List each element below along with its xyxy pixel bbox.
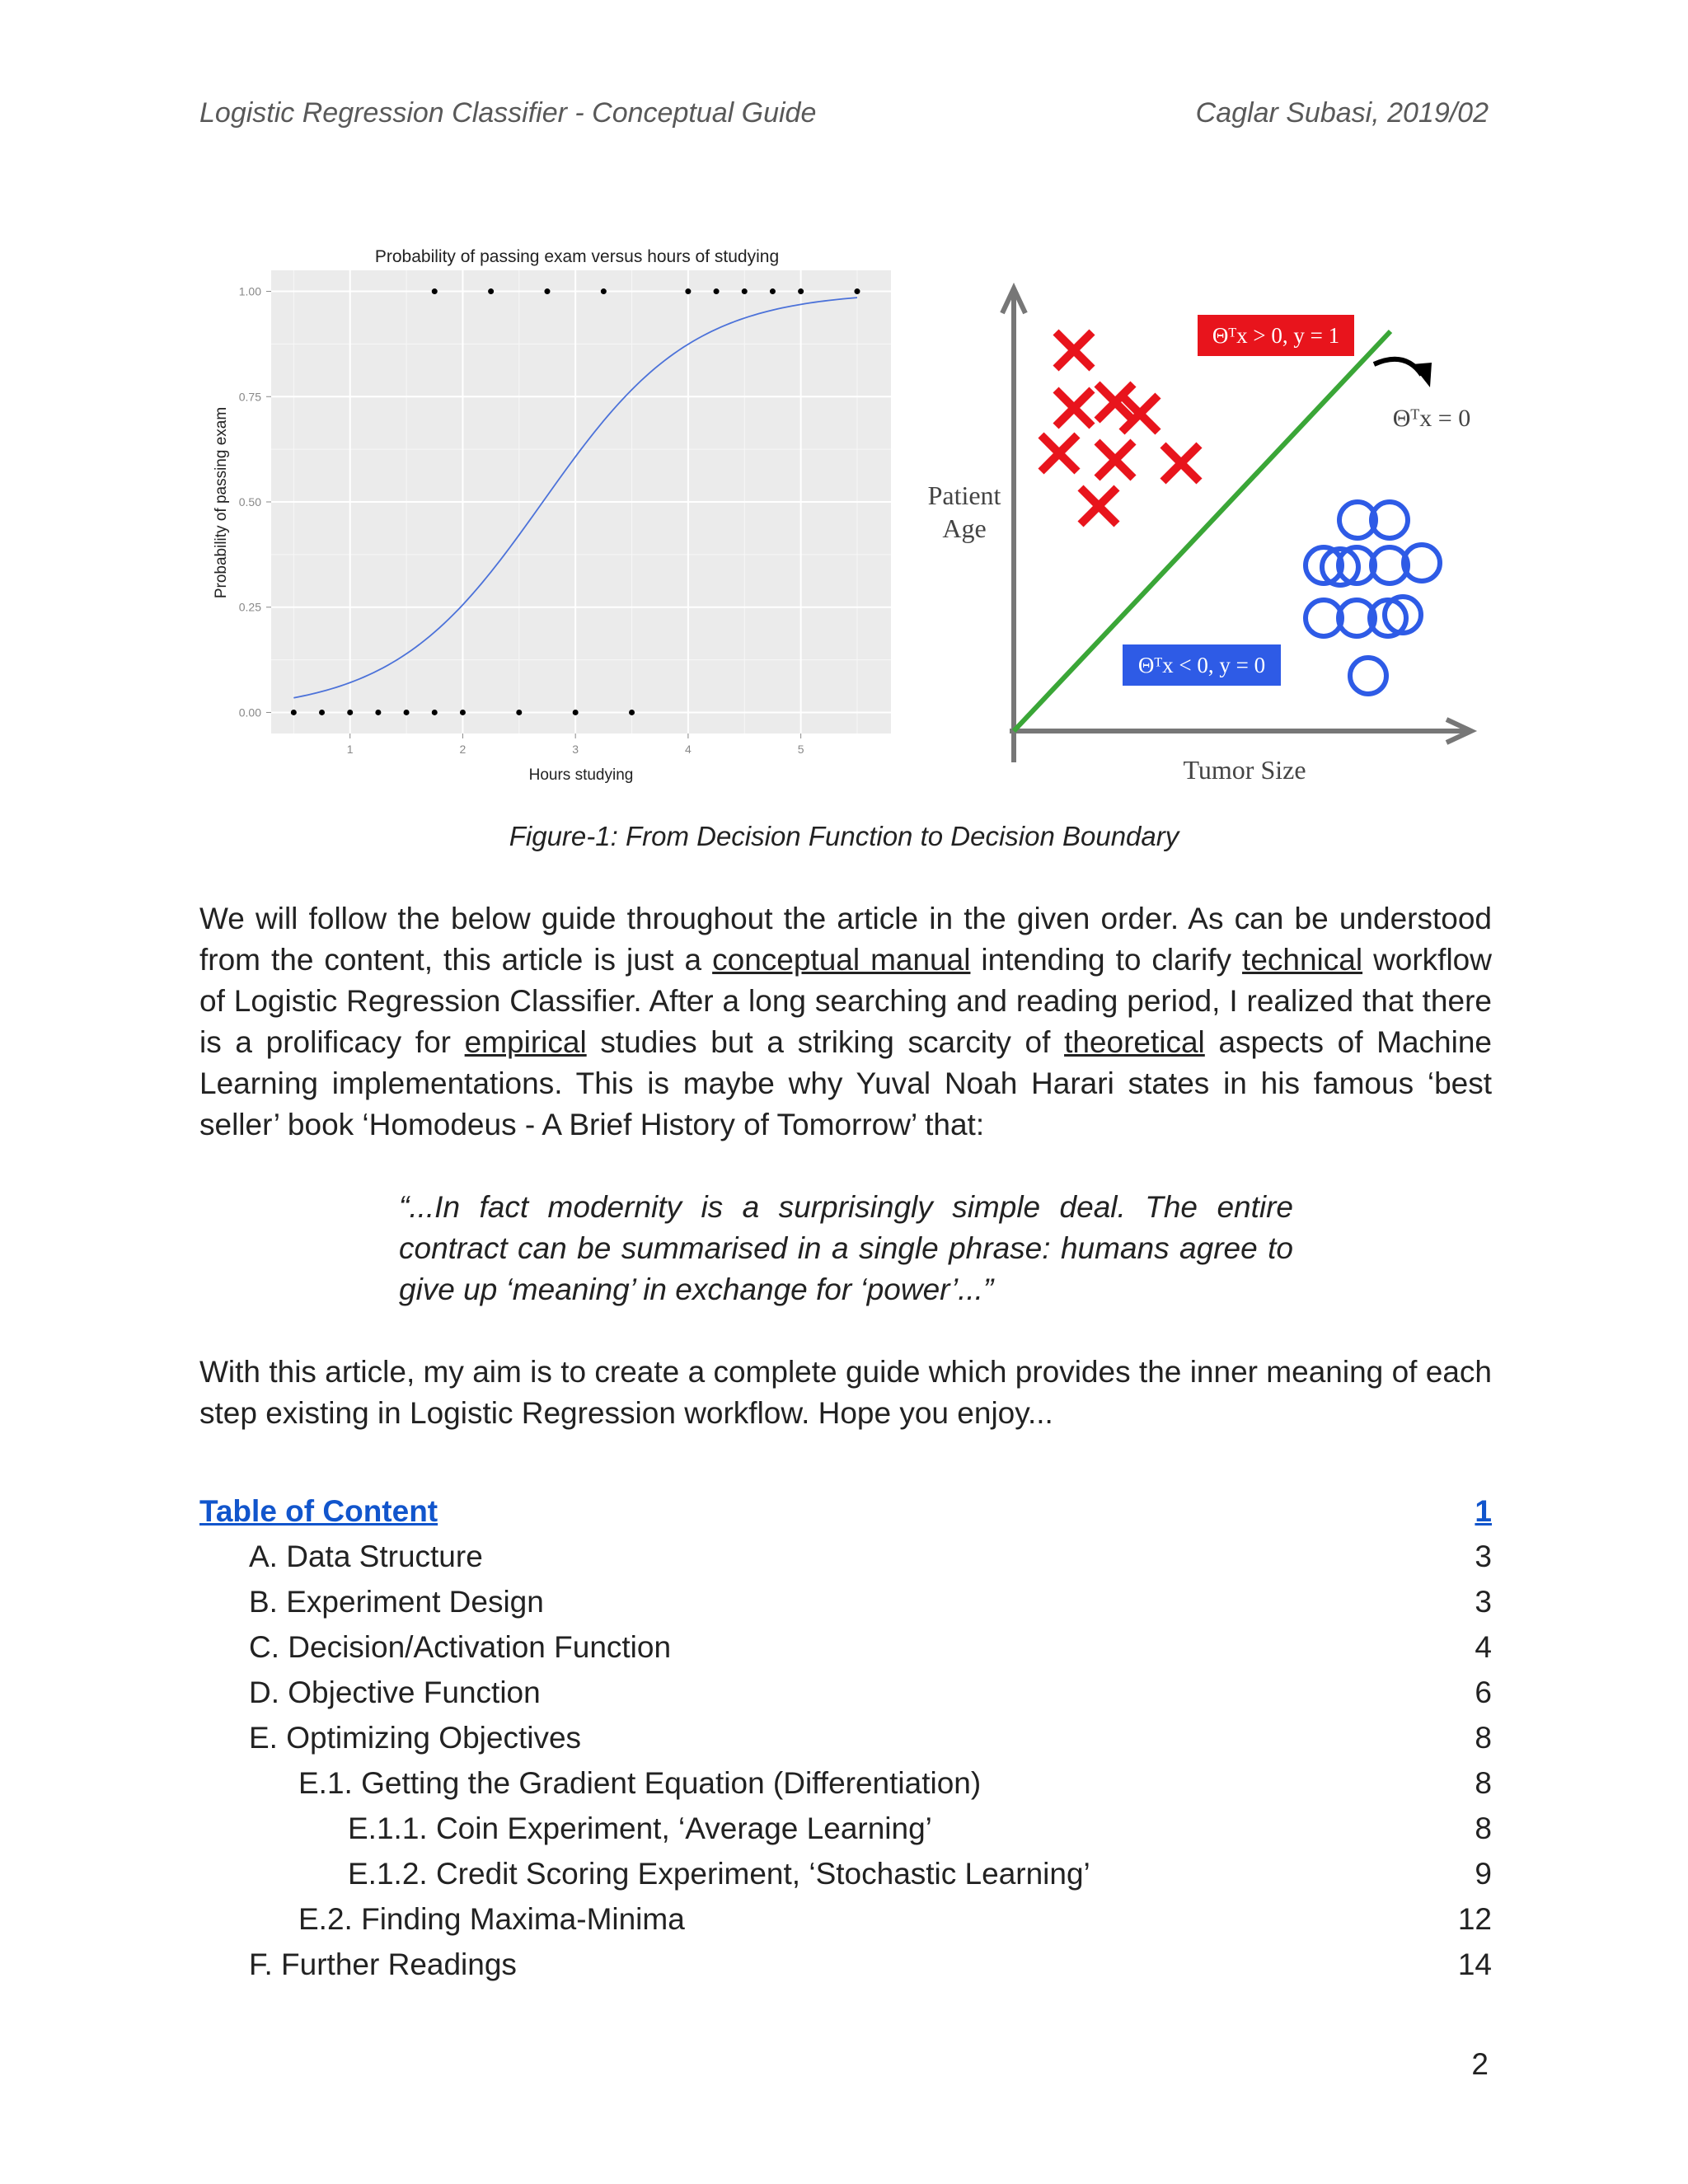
toc-entry-label: D. Objective Function [249,1675,541,1709]
toc-title-page-link[interactable]: 1 [1475,1494,1492,1528]
toc-entry-page: 14 [1457,1947,1492,1981]
toc-entry-page: 3 [1475,1585,1492,1619]
data-point [488,288,494,294]
y-axis-label: Probability of passing exam [213,406,230,599]
x-tick-label: 1 [346,743,354,756]
toc-entry[interactable] [199,1579,1492,1624]
data-point [432,710,438,715]
data-point [544,288,550,294]
toc-entry[interactable] [199,1806,1492,1851]
positive-label: Θᵀx > 0, y = 1 [1212,323,1340,348]
y-tick-label: 0.00 [238,705,261,719]
toc-entry-page: 9 [1475,1857,1492,1891]
data-point [685,288,691,294]
data-point [798,288,804,294]
toc-entry[interactable] [199,1760,1492,1806]
toc-entry-page: 6 [1475,1675,1492,1709]
data-point [404,710,410,715]
intro-paragraph [199,898,1492,1146]
negative-class-circles [1306,502,1440,694]
cross-marker [1056,390,1092,426]
toc-entry-label: C. Decision/Activation Function [249,1630,672,1664]
x-tick-label: 4 [684,743,692,756]
x-tick-label: 2 [459,743,467,756]
data-point [460,710,466,715]
toc-entry-label: A. Data Structure [249,1540,483,1573]
x-axis-label: Tumor Size [1183,755,1306,785]
x-tick-label: 3 [572,743,579,756]
underlined-phrase: conceptual manual [712,943,971,977]
toc-entry-page: 3 [1475,1540,1492,1573]
circle-marker [1350,658,1386,694]
y-tick-label: 0.75 [238,390,261,404]
data-point [319,710,325,715]
data-point [742,288,748,294]
header-title: Logistic Regression Classifier - Conceptual Guide [199,97,817,129]
toc-entry-page: 4 [1475,1630,1492,1664]
block-quote: “...In fact modernity is a surprisingly simple deal. The entire contract can be summarised in a single phrase: humans agree to give up ‘meaning’ in exchange for ‘power’...” [399,1190,1293,1306]
cross-marker [1081,488,1117,524]
rotation-arrowhead-icon [1412,363,1432,387]
x-axis-label: Hours studying [528,766,634,784]
toc-entry[interactable] [199,1715,1492,1760]
cross-marker [1056,332,1092,368]
toc-entry-page: 12 [1457,1902,1492,1936]
figure-caption: Figure-1: From Decision Function to Decision Boundary [509,821,1179,851]
logistic-curve-chart [208,239,917,808]
toc-entry-label: E.1. Getting the Gradient Equation (Differentiation) [298,1766,982,1800]
text-run: We will follow the below guide throughout the article in the given order. As can be understood from the content, this article is just a [199,902,1492,977]
underlined-phrase: theoretical [1064,1025,1205,1059]
y-axis-label-line2: Age [942,513,987,543]
decision-boundary-diagram [919,272,1496,799]
data-point [432,288,438,294]
y-tick-label: 0.50 [238,495,261,509]
underlined-phrase: technical [1242,943,1363,977]
data-point [770,288,776,294]
toc-entry[interactable] [199,1624,1492,1670]
cross-marker [1163,445,1199,481]
toc-title-link[interactable]: Table of Content [199,1494,438,1528]
toc-entry[interactable] [199,1896,1492,1942]
data-point [601,288,607,294]
cross-marker [1097,442,1133,478]
toc-entry-label: E.1.1. Coin Experiment, ‘Average Learning’ [348,1811,932,1845]
data-point [375,710,381,715]
toc-entry[interactable] [199,1942,1492,1987]
toc-entry-page: 8 [1475,1721,1492,1755]
header-author-date: Caglar Subasi, 2019/02 [1195,97,1489,129]
x-tick-labels [347,733,804,756]
toc-entry[interactable] [199,1670,1492,1715]
data-point [854,288,860,294]
cross-marker [1041,435,1077,471]
text-run: workflow of Logistic Regression Classifier. After a long searching and reading period, I realized that there is a prolificacy for [199,943,1492,1059]
data-point [629,710,635,715]
toc-entry-label: F. Further Readings [249,1947,517,1981]
y-axis-label-line1: Patient [927,480,1001,510]
text-run: aspects of Machine Learning implementations. This is maybe why Yuval Noah Harari states in his famous ‘best seller’ book ‘Homodeus - A Brief History of Tomorrow’ that: [199,1025,1493,1141]
y-tick-labels [239,285,271,719]
text-run: studies but a striking scarcity of [586,1025,1065,1059]
text-run: intending to clarify [970,943,1243,977]
boundary-equation-label: Θᵀx = 0 [1392,405,1471,432]
toc-entry-page: 8 [1475,1811,1492,1845]
toc-entry-label: E.1.2. Credit Scoring Experiment, ‘Stochastic Learning’ [348,1857,1090,1891]
toc-entry[interactable] [199,1534,1492,1579]
toc-entry-page: 8 [1475,1766,1492,1800]
positive-class-crosses [1041,332,1199,524]
toc-entry[interactable] [199,1851,1492,1896]
data-point [347,710,353,715]
table-of-contents [199,1488,1492,1987]
data-point [291,710,297,715]
chart-title: Probability of passing exam versus hours of studying [374,247,780,266]
y-tick-label: 1.00 [238,284,261,298]
y-tick-label: 0.25 [238,600,261,614]
toc-entry-label: E. Optimizing Objectives [249,1721,582,1755]
data-point [573,710,579,715]
data-point [714,288,720,294]
toc-entry-label: B. Experiment Design [249,1585,544,1619]
toc-entry-label: E.2. Finding Maxima-Minima [298,1902,685,1936]
x-tick-label: 5 [797,743,804,756]
aim-paragraph: With this article, my aim is to create a complete guide which provides the inner meaning of each step existing in Logistic Regression workflow. Hope you enjoy... [199,1355,1492,1430]
page-number: 2 [1471,2047,1489,2081]
negative-label: Θᵀx < 0, y = 0 [1137,653,1266,677]
data-point [516,710,522,715]
underlined-phrase: empirical [464,1025,587,1059]
toc-heading-row[interactable] [199,1488,1492,1534]
